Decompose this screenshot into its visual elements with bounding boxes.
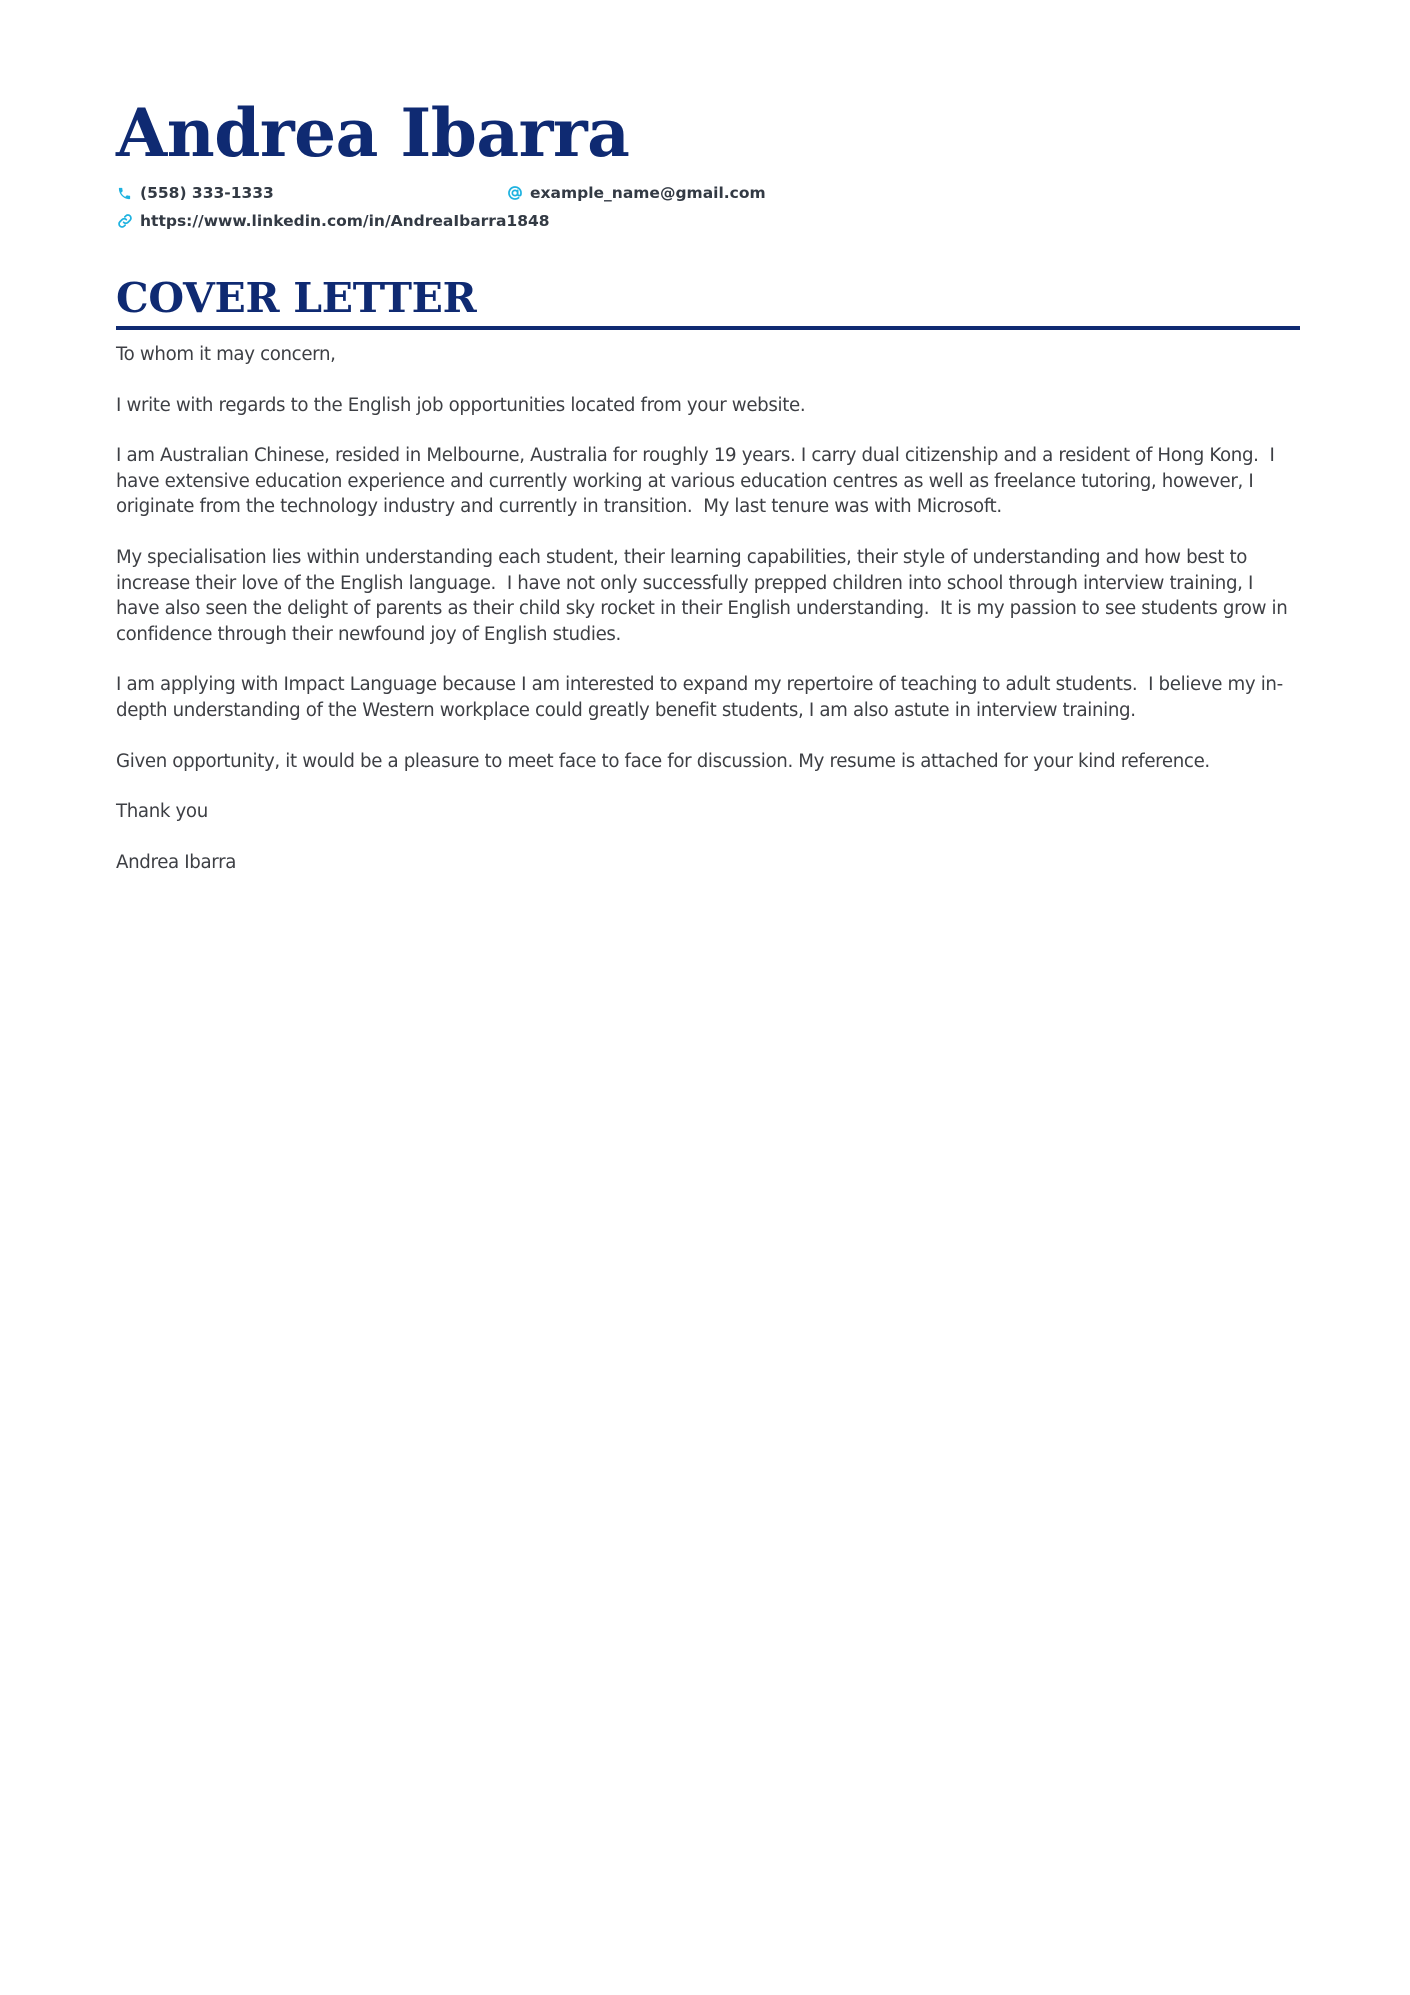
section-divider — [116, 326, 1300, 330]
contact-phone — [116, 182, 274, 204]
letter-signature: Andrea Ibarra — [116, 851, 236, 873]
contact-email — [506, 182, 766, 204]
letter-paragraph: My specialisation lies within understanding each student, their learning capabilities, their style of understanding and how best to increase their love of the English language. I have not only successfully prepped children into school through interview training, I have also seen the delight of parents as their child sky rocket in their English understanding. It is my passion to see students grow in confidence through their newfound joy of English studies. — [116, 546, 1293, 645]
email-address[interactable]: example_name@gmail.com — [530, 184, 766, 202]
letter-paragraph: I am Australian Chinese, resided in Melbourne, Australia for roughly 19 years. I carry dual citizenship and a resident of Hong Kong. I have extensive education experience and currently working at various education centres as well as freelance tutoring, however, I originate from the technology industry and currently in transition. My last tenure was with Microsoft. — [116, 445, 1280, 518]
link-icon — [116, 213, 133, 230]
applicant-name: Andrea Ibarra — [116, 94, 630, 172]
letter-paragraph: I am applying with Impact Language because I am interested to expand my repertoire of teaching to adult students. I believe my in-depth understanding of the Western workplace could greatly benefit students, I am also astute in interview training. — [116, 674, 1283, 721]
letter-closing: Thank you — [116, 801, 208, 823]
letter-body — [116, 342, 1300, 875]
contact-linkedin — [116, 210, 550, 232]
letter-paragraph: I write with regards to the English job opportunities located from your website. — [116, 394, 806, 416]
section-title: COVER LETTER — [116, 274, 477, 322]
cover-letter-page — [116, 90, 1300, 900]
phone-icon — [116, 185, 133, 202]
phone-number[interactable]: (558) 333-1333 — [140, 184, 274, 202]
letter-paragraph: Given opportunity, it would be a pleasure to meet face to face for discussion. My resume is attached for your kind reference. — [116, 750, 1210, 772]
letter-salutation: To whom it may concern, — [116, 344, 336, 365]
at-sign-icon — [506, 185, 523, 202]
contact-info — [116, 176, 1300, 232]
linkedin-url[interactable]: https://www.linkedin.com/in/AndreaIbarra1848 — [140, 212, 550, 230]
